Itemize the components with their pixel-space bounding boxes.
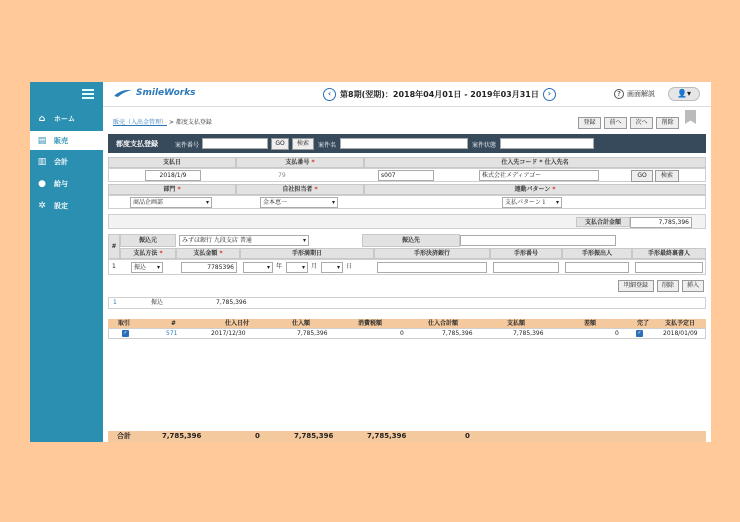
detail-insert-button[interactable]: 挿入 [682, 280, 704, 292]
sidebar-item-payroll[interactable] [30, 174, 103, 193]
col-header: 取引 [118, 320, 131, 327]
from-header: 振込元 [120, 234, 176, 247]
to-input[interactable] [460, 235, 616, 246]
order-total: 7,785,396 [442, 330, 473, 337]
case-name-input[interactable] [340, 138, 468, 149]
case-no-input[interactable] [202, 138, 268, 149]
breadcrumb [113, 117, 212, 126]
summary-no: 1 [113, 299, 117, 306]
case-status-input[interactable] [500, 138, 594, 149]
issuer-input[interactable] [565, 262, 629, 273]
footer-label: 合計 [117, 432, 131, 440]
breadcrumb-separator: > [167, 119, 176, 126]
bank-input[interactable] [377, 262, 487, 273]
col-header: 完了 [637, 320, 650, 327]
footer-amount: 7,785,396 [162, 432, 202, 440]
staff-header [236, 184, 364, 195]
year-label: 年 [276, 263, 283, 270]
help-link[interactable] [614, 89, 655, 99]
col-header: 仕入日付 [225, 320, 250, 327]
app-logo [113, 88, 196, 98]
sidebar-item-label: 給与 [54, 179, 68, 188]
staff-select[interactable]: 金本恵一 ▾ [260, 197, 338, 208]
month-label: 月 [311, 263, 318, 270]
document-icon: ▥ [37, 156, 47, 167]
pattern-header [364, 184, 706, 195]
total-amount: 7,785,396 [630, 217, 692, 228]
gear-icon: ✲ [38, 200, 46, 211]
col-header: 支払予定日 [665, 320, 696, 327]
required-mark: * [312, 186, 318, 193]
pay-no-label: 支払番号 [285, 159, 310, 166]
order-complete-checkbox[interactable]: ✓ [637, 330, 642, 336]
cart-icon: ▤ [37, 135, 47, 146]
issuer-header: 手形振出人 [562, 248, 632, 259]
footer-paid: 7,785,396 [367, 432, 407, 440]
amount-header [176, 248, 240, 259]
order-paid: 7,785,396 [513, 330, 544, 337]
help-icon: ? [614, 89, 624, 99]
from-select[interactable]: みずほ銀行 九段支店 普通 ▾ [179, 235, 309, 246]
sidebar-item-label: ホーム [54, 114, 75, 123]
required-mark: * [217, 250, 223, 257]
method-header [120, 248, 176, 259]
period-text: 第8期(翌期)：2018年04月01日 - 2019年03月31日 [340, 90, 539, 99]
to-header: 振込先 [362, 234, 460, 247]
top-bar [103, 82, 711, 107]
app-window [30, 82, 711, 442]
logo-swoosh-icon [113, 88, 133, 98]
pay-no-value: 79 [278, 172, 286, 179]
dept-select[interactable]: 商品企画部 ▾ [130, 197, 212, 208]
col-header: 支払額 [507, 320, 526, 327]
prev-button[interactable]: 前へ [604, 117, 627, 129]
supplier-name-input[interactable]: 株式会社メディアゴー [479, 170, 599, 181]
order-date: 2017/12/30 [211, 330, 246, 337]
case-search-button[interactable]: 検索 [292, 138, 314, 150]
endorser-header: 手形最終裏書人 [632, 248, 706, 259]
form-title: 都度支払登録 [116, 139, 158, 148]
menu-icon[interactable] [82, 89, 94, 98]
dept-label: 部門 [163, 186, 176, 193]
case-name-label: 案件名 [318, 142, 337, 149]
case-status-label: 案件状態 [472, 142, 497, 149]
footer-total: 7,785,396 [294, 432, 334, 440]
method-label: 支払方法 [133, 250, 158, 257]
staff-label: 自社担当者 [282, 186, 313, 193]
sidebar-item-settings[interactable] [30, 196, 103, 215]
footer-tax: 0 [255, 432, 260, 440]
bill-no-input[interactable] [493, 262, 559, 273]
col-header: # [171, 320, 177, 327]
sidebar-item-label: 販売 [54, 136, 68, 145]
endorser-input[interactable] [635, 262, 703, 273]
sidebar-item-label: 設定 [54, 201, 68, 210]
bank-header: 手形決済銀行 [374, 248, 490, 259]
order-select-checkbox[interactable]: ✓ [123, 330, 128, 336]
sidebar-item-accounting[interactable] [30, 152, 103, 171]
summary-amount: 7,785,396 [216, 299, 247, 306]
register-button[interactable]: 登録 [578, 117, 601, 129]
day-label: 日 [346, 263, 353, 270]
order-tax: 0 [400, 330, 404, 337]
case-no-label: 案件番号 [175, 142, 200, 149]
next-button[interactable]: 次へ [630, 117, 653, 129]
col-header: 差額 [584, 320, 597, 327]
col-header: 消費税額 [358, 320, 383, 327]
sidebar-item-home[interactable] [30, 109, 103, 128]
totals-footer [108, 431, 706, 442]
breadcrumb-link[interactable]: 販売（入出金管理） [113, 119, 168, 126]
breadcrumb-current: 都度支払登録 [175, 119, 212, 126]
home-icon: ⌂ [38, 113, 46, 124]
previous-period-icon[interactable]: ‹ [323, 88, 336, 101]
money-bag-icon: ● [38, 178, 46, 189]
summary-row[interactable] [108, 297, 706, 309]
delete-button[interactable]: 削除 [656, 117, 679, 129]
detail-delete-button[interactable]: 削除 [657, 280, 679, 292]
payment-no-header: # [108, 234, 120, 259]
supplier-search-button[interactable]: 検索 [655, 170, 679, 182]
pay-no-header [236, 157, 364, 168]
help-label: 画面解説 [627, 90, 655, 98]
supplier-code-input[interactable]: s007 [378, 170, 434, 181]
method-select[interactable]: 振込 ▾ [131, 262, 163, 273]
due-day-select[interactable] [321, 262, 343, 273]
sidebar [30, 82, 103, 442]
order-no[interactable]: 571 [166, 330, 178, 337]
dept-header [108, 184, 236, 195]
pattern-select[interactable]: 支払パターン１ ▾ [502, 197, 562, 208]
sidebar-item-label: 会計 [54, 157, 68, 166]
bill-no-header: 手形番号 [490, 248, 562, 259]
col-header: 仕入額 [292, 320, 311, 327]
orders-header [108, 319, 706, 328]
user-menu[interactable] [668, 87, 700, 101]
pattern-label: 連動パターン [514, 186, 551, 193]
due-year-select[interactable] [243, 262, 273, 273]
case-go-button[interactable]: GO [271, 138, 289, 150]
fiscal-period [319, 88, 560, 101]
required-mark: * [309, 159, 315, 166]
col-header: 仕入合計額 [428, 320, 459, 327]
required-mark: * [157, 250, 163, 257]
supplier-go-button[interactable]: GO [631, 170, 653, 182]
next-period-icon[interactable]: › [543, 88, 556, 101]
user-icon: 👤▾ [677, 89, 691, 98]
bookmark-icon[interactable] [685, 110, 696, 124]
order-amount: 7,785,396 [297, 330, 328, 337]
supplier-header: 仕入先コード * 仕入先名 [364, 157, 706, 168]
required-mark: * [175, 186, 181, 193]
summary-method: 振込 [151, 299, 164, 306]
amount-label: 支払金額 [193, 250, 218, 257]
sidebar-item-sales[interactable] [30, 131, 103, 150]
detail-register-button[interactable]: 明細登録 [618, 280, 654, 292]
pay-date-header: 支払日 [108, 157, 236, 168]
due-header: 手形満期日 [240, 248, 374, 259]
total-label: 支払合計金額 [576, 217, 630, 227]
amount-input[interactable]: 7785396 [181, 262, 237, 273]
order-diff: 0 [615, 330, 619, 337]
required-mark: * [550, 186, 556, 193]
app-name: SmileWorks [136, 88, 196, 98]
pay-date-input[interactable]: 2018/1/9 [145, 170, 201, 181]
due-month-select[interactable] [286, 262, 308, 273]
order-due: 2018/01/09 [663, 330, 698, 337]
footer-diff: 0 [465, 432, 470, 440]
payment-row-no: 1 [112, 263, 116, 270]
